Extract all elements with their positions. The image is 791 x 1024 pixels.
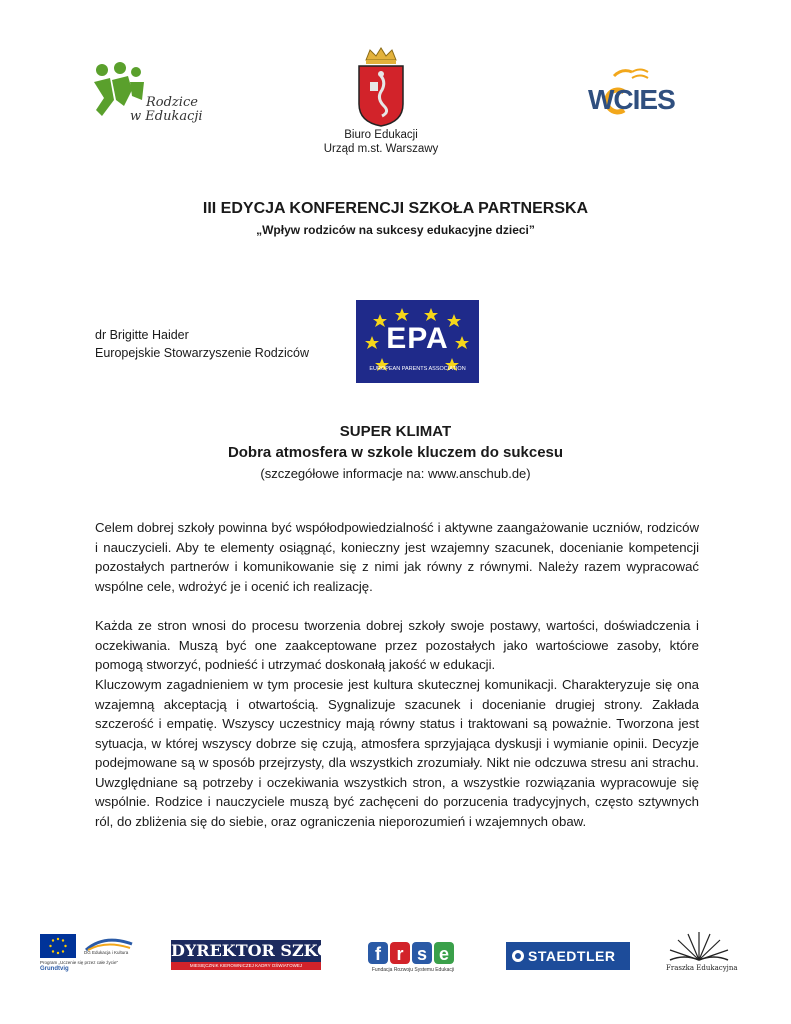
grundtvig-name: Grundtvig: [40, 966, 69, 972]
grundtvig-dg-text: DG Edukacja i Kultura: [84, 950, 129, 955]
grundtvig-program-text: Program „Uczenie się przez całe życie”: [40, 960, 119, 965]
dyrektor-szkoly-logo: [171, 940, 353, 970]
svg-text:r: r: [396, 944, 404, 964]
dyrektor-subtitle-text: MIESIĘCZNIK KIEROWNICZEJ KADRY OŚWIATOWEJ: [189, 963, 303, 968]
conference-subtitle: „Wpływ rodziców na sukcesy edukacyjne dzieci”: [256, 223, 535, 237]
dyrektor-subtitle-bar: [171, 962, 321, 970]
svg-text:f: f: [375, 944, 381, 964]
eu-flag-icon: [40, 934, 76, 958]
rodzice-logo-line1: Rodzice: [146, 95, 198, 110]
wcies-logo: [588, 66, 678, 118]
staedtler-head-icon: [510, 948, 526, 964]
author-organization: Europejskie Stowarzyszenie Rodziców: [95, 346, 309, 360]
section-info-link: (szczegółowe informacje na: www.anschub.de): [260, 466, 531, 481]
urzad-warszawy-text: Urząd m.st. Warszawy: [323, 143, 439, 155]
epa-logo-abbr: EPA: [386, 322, 449, 355]
section-heading-dobra-atmosfera: Dobra atmosfera w szkole kluczem do sukcesu: [227, 444, 564, 461]
svg-text:s: s: [416, 944, 428, 964]
rodzice-logo-line2: w Edukacji: [130, 109, 203, 124]
dyrektor-title-bar: [171, 940, 353, 962]
epa-logo: [356, 300, 479, 383]
conference-title: III EDYCJA KONFERENCJI SZKOŁA PARTNERSKA: [202, 200, 589, 217]
grundtvig-logo: [40, 934, 136, 974]
epa-logo-full: EUROPEAN PARENTS ASSOCIATION: [369, 366, 466, 372]
fraszka-logo: [666, 930, 738, 978]
author-name: dr Brigitte Haider: [95, 328, 189, 342]
dyrektor-title-text: DYREKTOR SZKOŁY: [171, 941, 353, 960]
frse-caption: Fundacja Rozwoju Systemu Edukacji: [371, 967, 455, 973]
staedtler-text: STAEDTLER: [528, 948, 616, 964]
frse-letters-icon: [366, 940, 460, 966]
staedtler-logo: [506, 942, 630, 970]
warsaw-crest-icon: [356, 46, 406, 128]
paragraph-3: Kluczowym zagadnieniem w tym procesie jest kultura skutecznej komunikacji. Charakteryzuje się ona wzajemną akceptacją i otwartością. Sygnalizuje szacunek i docenianie drugiej strony. Zakłada szczerość i empatię. Wszyscy uczestnicy mają równy status i traktowani są poważnie. Tworzona jest sytuacja, w której wszyscy dobrze się czują, atmosfera sprzyjająca dyskusji i wymianie opinii. Decyzje podejmowane są w sposób przejrzysty, dla wszystkich zrozumiały. Nikt nie odczuwa stresu ani strachu. Uwzględniane są potrzeby i oczekiwania wszystkich stron, a wszystkie rozwiązania wypracowuje się wspólnie. Rodzice i nauczyciele muszą być zachęceni do porzucenia tradycyjnych, często sztywnych ról, do zbliżenia się do siebie, oraz ograniczenia nieporozumień i wzajemnych obaw.: [95, 677, 699, 829]
fraszka-text: Fraszka Edukacyjna: [666, 964, 738, 972]
fraszka-book-icon: [666, 930, 732, 964]
warsaw-coat-of-arms: [356, 46, 406, 128]
frse-logo: [366, 940, 460, 974]
section-heading-super-klimat: SUPER KLIMAT: [339, 423, 452, 440]
rodzice-logo: [88, 60, 218, 132]
paragraph-2: Każda ze stron wnosi do procesu tworzenia dobrej szkoły swoje postawy, wartości, doświadczenia i oczekiwania. Muszą być one zaakceptowane przez pozostałych jako wartościowe zasoby, które pomogą stworzyć, podnieść i utrzymać doskonałą jakość w edukacji.: [95, 618, 699, 672]
biuro-edukacji-text: Biuro Edukacji: [344, 129, 418, 141]
wcies-logo-text: WCIES: [588, 84, 675, 115]
svg-text:e: e: [438, 944, 450, 964]
paragraph-1: Celem dobrej szkoły powinna być współodpowiedzialność i aktywne zaangażowanie uczniów, rodziców i nauczycieli. Aby te elementy osiągnąć, konieczny jest wzajemny szacunek, docenianie kompetencji pozostałych partnerów i komunikowanie się z nimi jak równy z równymi. Należy razem wypracować wspólne cele, wdrożyć je i ocenić ich realizację.: [95, 520, 699, 594]
